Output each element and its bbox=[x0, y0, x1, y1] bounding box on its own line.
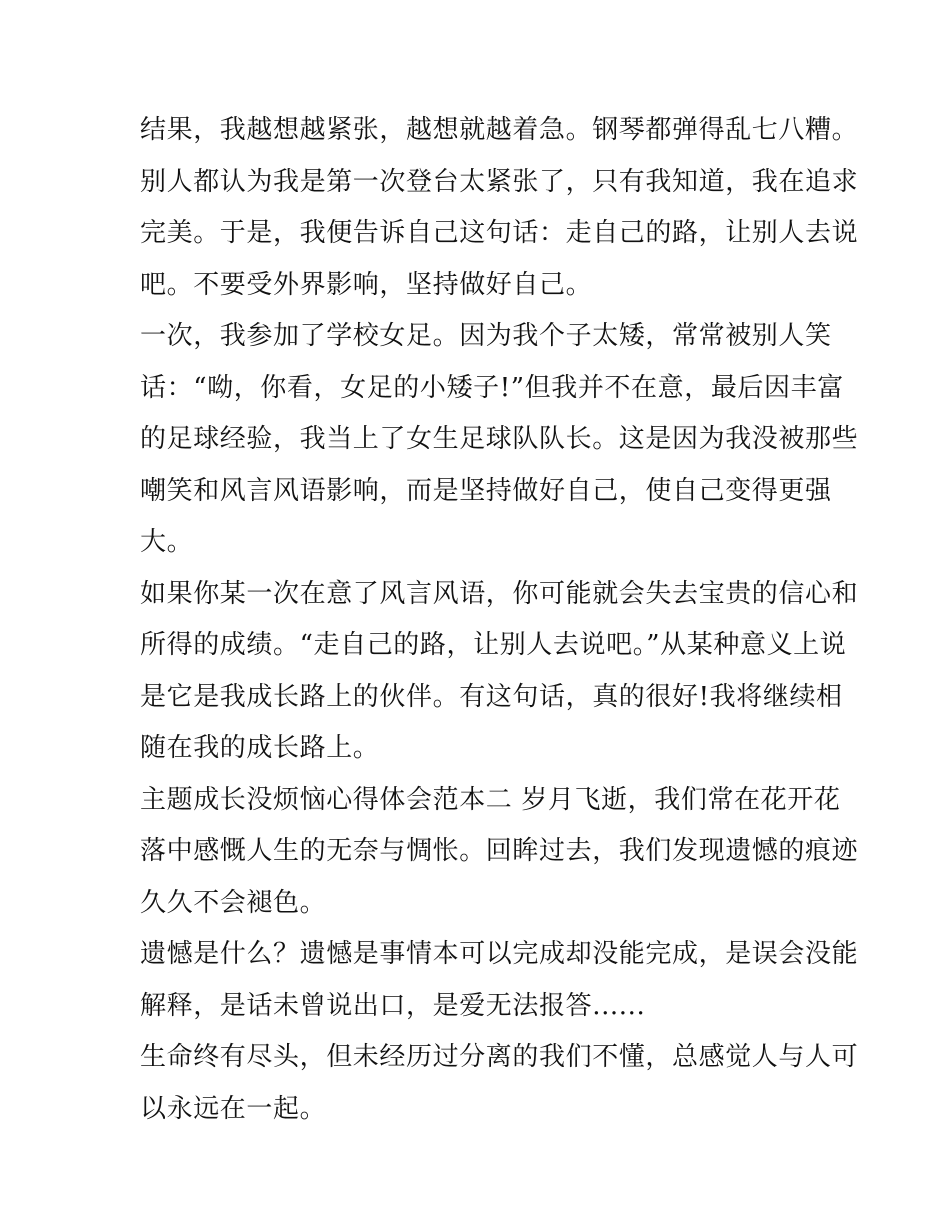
text-line: 久久不会褪色。 bbox=[140, 887, 327, 918]
paragraph-3 bbox=[140, 569, 859, 775]
text-line: 遗憾是什么？遗憾是事情本可以完成却没能完成，是误会没能 bbox=[140, 939, 859, 969]
text-line: 解释，是话未曾说出口，是爱无法报答...... bbox=[140, 990, 646, 1021]
paragraph-2 bbox=[140, 311, 859, 569]
text-line: 一次，我参加了学校女足。因为我个子太矮，常常被别人笑 bbox=[140, 321, 832, 351]
text-line: 落中感慨人生的无奈与惆怅。回眸过去，我们发现遗憾的痕迹 bbox=[140, 836, 859, 866]
text-line: 所得的成绩。“走自己的路，让别人去说吧。”从某种意义上说 bbox=[140, 630, 847, 660]
paragraph-5 bbox=[140, 929, 859, 1032]
paragraph-1 bbox=[140, 105, 859, 311]
document-body bbox=[140, 105, 859, 1135]
text-line: 大。 bbox=[140, 527, 194, 557]
paragraph-6 bbox=[140, 1032, 859, 1135]
text-line: 生命终有尽头，但未经历过分离的我们不懂，总感觉人与人可 bbox=[140, 1042, 859, 1072]
text-line: 主题成长没烦恼心得体会范本二 岁月飞逝，我们常在花开花 bbox=[140, 784, 841, 815]
text-line: 是它是我成长路上的伙伴。有这句话，真的很好!我将继续相 bbox=[140, 681, 843, 712]
paragraph-4 bbox=[140, 775, 859, 930]
text-line: 完美。于是，我便告诉自己这句话：走自己的路，让别人去说 bbox=[140, 218, 859, 248]
text-line: 随在我的成长路上。 bbox=[140, 733, 380, 763]
text-line: 结果，我越想越紧张，越想就越着急。钢琴都弹得乱七八糟。 bbox=[140, 115, 859, 145]
text-line: 的足球经验，我当上了女生足球队队长。这是因为我没被那些 bbox=[140, 424, 859, 454]
text-line: 吧。不要受外界影响，坚持做好自己。 bbox=[140, 269, 593, 300]
text-line: 别人都认为我是第一次登台太紧张了，只有我知道，我在追求 bbox=[140, 166, 859, 197]
text-line: 话：“呦，你看，女足的小矮子!”但我并不在意，最后因丰富 bbox=[140, 372, 844, 403]
text-line: 如果你某一次在意了风言风语，你可能就会失去宝贵的信心和 bbox=[140, 578, 859, 609]
text-line: 以永远在一起。 bbox=[140, 1093, 327, 1124]
text-line: 嘲笑和风言风语影响，而是坚持做好自己，使自己变得更强 bbox=[140, 475, 832, 506]
